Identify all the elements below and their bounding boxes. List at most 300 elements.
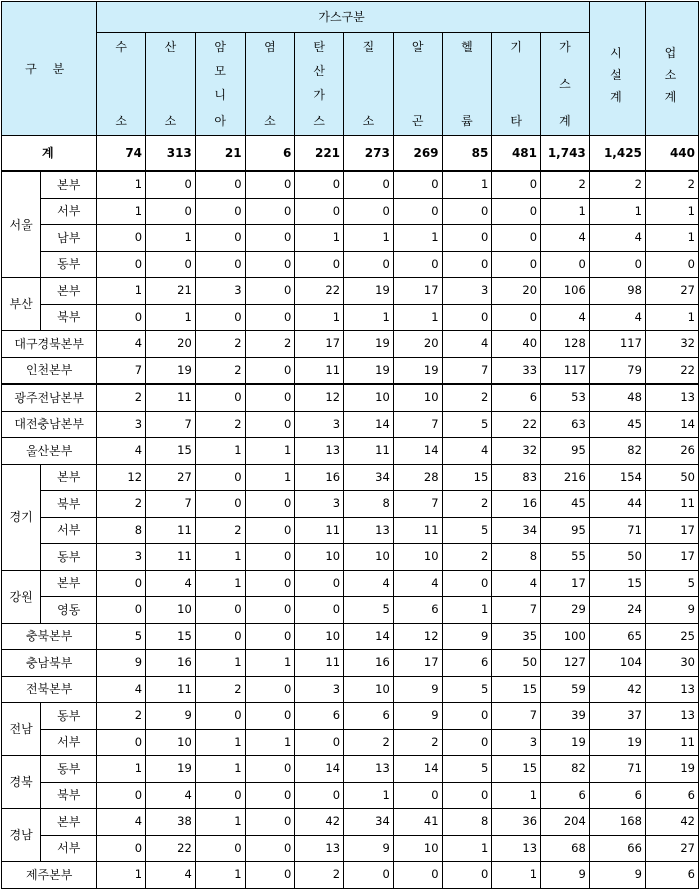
value-cell: 59 [541,676,590,703]
total-value-cell: 273 [344,136,394,172]
value-cell: 127 [541,650,590,677]
value-cell: 7 [97,357,146,384]
value-cell: 0 [295,782,344,809]
value-cell: 45 [589,411,645,438]
value-cell: 0 [245,357,295,384]
total-value-cell: 313 [146,136,196,172]
sub-office-cell: 동부 [41,756,97,783]
value-cell: 0 [295,198,344,225]
table-row [2,304,699,331]
office-name-cell: 대전충남본부 [2,411,97,438]
value-cell: 0 [97,570,146,597]
value-cell: 1 [645,225,698,252]
value-cell: 0 [645,251,698,278]
value-cell: 17 [295,331,344,358]
gas-group-header: 가스구분 [97,2,589,33]
value-cell: 5 [442,411,492,438]
value-cell: 4 [344,570,394,597]
value-cell: 1 [97,198,146,225]
value-cell: 3 [97,411,146,438]
value-cell: 21 [146,278,196,305]
value-cell: 6 [393,597,442,624]
gas-column-header: 탄 산 가 스 [295,33,344,136]
value-cell: 0 [245,225,295,252]
office-name-cell: 인천본부 [2,357,97,384]
value-cell: 3 [295,491,344,518]
value-cell: 1 [295,304,344,331]
table-row [2,278,699,305]
value-cell: 7 [146,491,196,518]
value-cell: 27 [645,835,698,862]
value-cell: 0 [245,384,295,411]
value-cell: 0 [492,225,541,252]
value-cell: 0 [295,251,344,278]
sub-office-cell: 본부 [41,464,97,491]
gas-column-header: 기 타 [492,33,541,136]
business-total-header: 업 소 계 [645,2,698,136]
region-name-cell: 강원 [2,570,41,623]
value-cell: 71 [589,756,645,783]
value-cell: 10 [393,835,442,862]
table-row [2,438,699,465]
value-cell: 100 [541,623,590,650]
value-cell: 19 [146,357,196,384]
value-cell: 2 [245,331,295,358]
table-row [2,357,699,384]
value-cell: 15 [442,464,492,491]
value-cell: 14 [645,411,698,438]
value-cell: 66 [589,835,645,862]
value-cell: 19 [344,357,394,384]
value-cell: 0 [146,198,196,225]
value-cell: 37 [589,703,645,730]
value-cell: 7 [492,703,541,730]
table-row [2,570,699,597]
table-row [2,597,699,624]
value-cell: 7 [492,597,541,624]
gas-column-header: 암 모 니 아 [195,33,245,136]
value-cell: 0 [442,782,492,809]
office-name-cell: 대구경북본부 [2,331,97,358]
value-cell: 13 [645,676,698,703]
total-value-cell: 440 [645,136,698,172]
value-cell: 2 [97,491,146,518]
value-cell: 6 [492,384,541,411]
value-cell: 5 [442,517,492,544]
value-cell: 15 [492,756,541,783]
value-cell: 5 [442,676,492,703]
value-cell: 50 [589,544,645,571]
value-cell: 50 [645,464,698,491]
table-row [2,384,699,411]
value-cell: 14 [344,411,394,438]
value-cell: 1 [245,438,295,465]
value-cell: 2 [295,862,344,889]
total-value-cell: 221 [295,136,344,172]
value-cell: 95 [541,438,590,465]
value-cell: 3 [492,729,541,756]
sub-office-cell: 동부 [41,703,97,730]
value-cell: 5 [645,570,698,597]
value-cell: 0 [97,782,146,809]
value-cell: 12 [295,384,344,411]
value-cell: 2 [645,171,698,198]
value-cell: 0 [245,491,295,518]
value-cell: 0 [195,304,245,331]
value-cell: 10 [393,544,442,571]
value-cell: 8 [442,809,492,836]
region-name-cell: 경남 [2,809,41,862]
value-cell: 27 [146,464,196,491]
value-cell: 2 [541,171,590,198]
value-cell: 2 [195,331,245,358]
value-cell: 4 [146,570,196,597]
value-cell: 2 [195,411,245,438]
value-cell: 216 [541,464,590,491]
value-cell: 2 [442,544,492,571]
gas-column-header: 수 소 [97,33,146,136]
value-cell: 0 [195,703,245,730]
value-cell: 16 [146,650,196,677]
value-cell: 6 [344,703,394,730]
table-row [2,464,699,491]
total-row [2,136,699,172]
value-cell: 6 [589,782,645,809]
sub-office-cell: 영동 [41,597,97,624]
value-cell: 0 [393,198,442,225]
value-cell: 1 [97,278,146,305]
value-cell: 41 [393,809,442,836]
value-cell: 3 [195,278,245,305]
sub-office-cell: 서부 [41,729,97,756]
sub-office-cell: 서부 [41,198,97,225]
value-cell: 0 [442,251,492,278]
value-cell: 22 [146,835,196,862]
value-cell: 11 [146,544,196,571]
value-cell: 0 [245,171,295,198]
value-cell: 0 [295,171,344,198]
table-row [2,171,699,198]
value-cell: 0 [295,570,344,597]
value-cell: 82 [589,438,645,465]
value-cell: 117 [589,331,645,358]
value-cell: 0 [442,304,492,331]
value-cell: 4 [97,676,146,703]
value-cell: 9 [393,676,442,703]
region-name-cell: 서울 [2,171,41,278]
value-cell: 11 [295,357,344,384]
value-cell: 3 [295,676,344,703]
gubun-header: 구 분 [2,2,97,136]
value-cell: 10 [344,384,394,411]
value-cell: 0 [541,251,590,278]
value-cell: 0 [245,304,295,331]
value-cell: 42 [589,676,645,703]
value-cell: 6 [295,703,344,730]
value-cell: 11 [645,729,698,756]
value-cell: 25 [645,623,698,650]
value-cell: 0 [97,835,146,862]
value-cell: 0 [344,171,394,198]
value-cell: 2 [589,171,645,198]
value-cell: 0 [195,225,245,252]
table-row [2,729,699,756]
value-cell: 10 [344,544,394,571]
value-cell: 0 [146,251,196,278]
value-cell: 45 [541,491,590,518]
value-cell: 4 [541,225,590,252]
value-cell: 30 [645,650,698,677]
total-value-cell: 85 [442,136,492,172]
value-cell: 1 [195,438,245,465]
value-cell: 1 [195,544,245,571]
value-cell: 0 [245,597,295,624]
value-cell: 7 [393,491,442,518]
value-cell: 0 [295,597,344,624]
value-cell: 17 [393,278,442,305]
value-cell: 0 [245,862,295,889]
value-cell: 0 [344,862,394,889]
value-cell: 8 [492,544,541,571]
value-cell: 3 [295,411,344,438]
value-cell: 0 [295,729,344,756]
value-cell: 2 [195,357,245,384]
table-row [2,809,699,836]
value-cell: 20 [393,331,442,358]
value-cell: 24 [589,597,645,624]
value-cell: 3 [442,278,492,305]
value-cell: 0 [245,198,295,225]
value-cell: 1 [97,756,146,783]
table-row [2,198,699,225]
facility-total-header: 시 설 계 [589,2,645,136]
value-cell: 14 [295,756,344,783]
table-row [2,756,699,783]
value-cell: 22 [492,411,541,438]
value-cell: 0 [195,251,245,278]
value-cell: 0 [492,251,541,278]
value-cell: 7 [442,357,492,384]
table-row [2,835,699,862]
value-cell: 10 [146,729,196,756]
value-cell: 11 [645,491,698,518]
value-cell: 19 [393,357,442,384]
value-cell: 2 [442,491,492,518]
value-cell: 35 [492,623,541,650]
value-cell: 1 [344,304,394,331]
value-cell: 20 [492,278,541,305]
value-cell: 36 [492,809,541,836]
value-cell: 0 [195,464,245,491]
table-row [2,703,699,730]
gas-column-header: 알 곤 [393,33,442,136]
value-cell: 0 [245,809,295,836]
value-cell: 1 [195,756,245,783]
value-cell: 9 [344,835,394,862]
value-cell: 2 [97,384,146,411]
value-cell: 0 [589,251,645,278]
value-cell: 8 [97,517,146,544]
value-cell: 42 [295,809,344,836]
value-cell: 0 [97,304,146,331]
value-cell: 0 [245,278,295,305]
value-cell: 0 [195,835,245,862]
value-cell: 34 [344,809,394,836]
value-cell: 9 [645,597,698,624]
value-cell: 14 [393,438,442,465]
value-cell: 4 [97,438,146,465]
value-cell: 15 [146,623,196,650]
value-cell: 13 [344,517,394,544]
value-cell: 5 [97,623,146,650]
value-cell: 0 [393,782,442,809]
value-cell: 0 [245,782,295,809]
value-cell: 5 [442,756,492,783]
value-cell: 10 [393,384,442,411]
value-cell: 11 [344,438,394,465]
sub-office-cell: 북부 [41,491,97,518]
table-row [2,225,699,252]
value-cell: 6 [442,650,492,677]
value-cell: 0 [442,703,492,730]
table-row [2,623,699,650]
value-cell: 22 [645,357,698,384]
sub-office-cell: 동부 [41,544,97,571]
value-cell: 4 [589,225,645,252]
table-row [2,491,699,518]
value-cell: 44 [589,491,645,518]
table-row [2,517,699,544]
value-cell: 19 [589,729,645,756]
value-cell: 1 [492,782,541,809]
value-cell: 17 [541,570,590,597]
value-cell: 11 [295,650,344,677]
value-cell: 38 [146,809,196,836]
value-cell: 0 [442,570,492,597]
value-cell: 14 [344,623,394,650]
value-cell: 11 [393,517,442,544]
value-cell: 65 [589,623,645,650]
value-cell: 0 [393,251,442,278]
value-cell: 3 [97,544,146,571]
value-cell: 0 [195,198,245,225]
value-cell: 9 [541,862,590,889]
value-cell: 19 [344,278,394,305]
value-cell: 0 [195,491,245,518]
value-cell: 13 [645,703,698,730]
value-cell: 55 [541,544,590,571]
value-cell: 27 [645,278,698,305]
value-cell: 19 [146,756,196,783]
value-cell: 33 [492,357,541,384]
value-cell: 4 [442,331,492,358]
value-cell: 0 [492,198,541,225]
value-cell: 1 [195,809,245,836]
office-name-cell: 충북본부 [2,623,97,650]
value-cell: 53 [541,384,590,411]
value-cell: 0 [442,225,492,252]
sub-office-cell: 본부 [41,171,97,198]
value-cell: 1 [245,464,295,491]
region-name-cell: 경기 [2,464,41,570]
value-cell: 9 [97,650,146,677]
value-cell: 39 [541,703,590,730]
value-cell: 68 [541,835,590,862]
value-cell: 1 [344,225,394,252]
sub-office-cell: 본부 [41,570,97,597]
value-cell: 0 [245,756,295,783]
value-cell: 0 [245,623,295,650]
value-cell: 17 [645,517,698,544]
value-cell: 19 [541,729,590,756]
value-cell: 4 [146,862,196,889]
value-cell: 2 [344,729,394,756]
sub-office-cell: 서부 [41,517,97,544]
value-cell: 0 [195,384,245,411]
value-cell: 1 [195,729,245,756]
table-row [2,862,699,889]
value-cell: 0 [97,597,146,624]
total-value-cell: 481 [492,136,541,172]
value-cell: 0 [393,171,442,198]
value-cell: 20 [146,331,196,358]
value-cell: 1 [245,650,295,677]
value-cell: 34 [492,517,541,544]
value-cell: 0 [492,304,541,331]
office-name-cell: 광주전남본부 [2,384,97,411]
total-label: 계 [2,136,97,172]
value-cell: 63 [541,411,590,438]
value-cell: 12 [97,464,146,491]
value-cell: 42 [645,809,698,836]
value-cell: 32 [645,331,698,358]
value-cell: 4 [393,570,442,597]
value-cell: 7 [393,411,442,438]
value-cell: 13 [295,438,344,465]
value-cell: 168 [589,809,645,836]
sub-office-cell: 서부 [41,835,97,862]
value-cell: 0 [245,517,295,544]
value-cell: 98 [589,278,645,305]
value-cell: 28 [393,464,442,491]
gas-column-header: 염 소 [245,33,295,136]
value-cell: 204 [541,809,590,836]
value-cell: 12 [393,623,442,650]
table-row [2,544,699,571]
value-cell: 13 [295,835,344,862]
value-cell: 11 [146,517,196,544]
value-cell: 1 [589,198,645,225]
sub-office-cell: 북부 [41,304,97,331]
region-name-cell: 전남 [2,703,41,756]
value-cell: 1 [97,171,146,198]
value-cell: 0 [195,782,245,809]
value-cell: 4 [442,438,492,465]
value-cell: 10 [295,544,344,571]
value-cell: 48 [589,384,645,411]
value-cell: 83 [492,464,541,491]
table-row [2,331,699,358]
value-cell: 2 [393,729,442,756]
value-cell: 1 [245,729,295,756]
value-cell: 19 [344,331,394,358]
value-cell: 26 [645,438,698,465]
value-cell: 2 [195,676,245,703]
value-cell: 128 [541,331,590,358]
value-cell: 0 [245,570,295,597]
value-cell: 1 [195,862,245,889]
region-name-cell: 부산 [2,278,41,331]
